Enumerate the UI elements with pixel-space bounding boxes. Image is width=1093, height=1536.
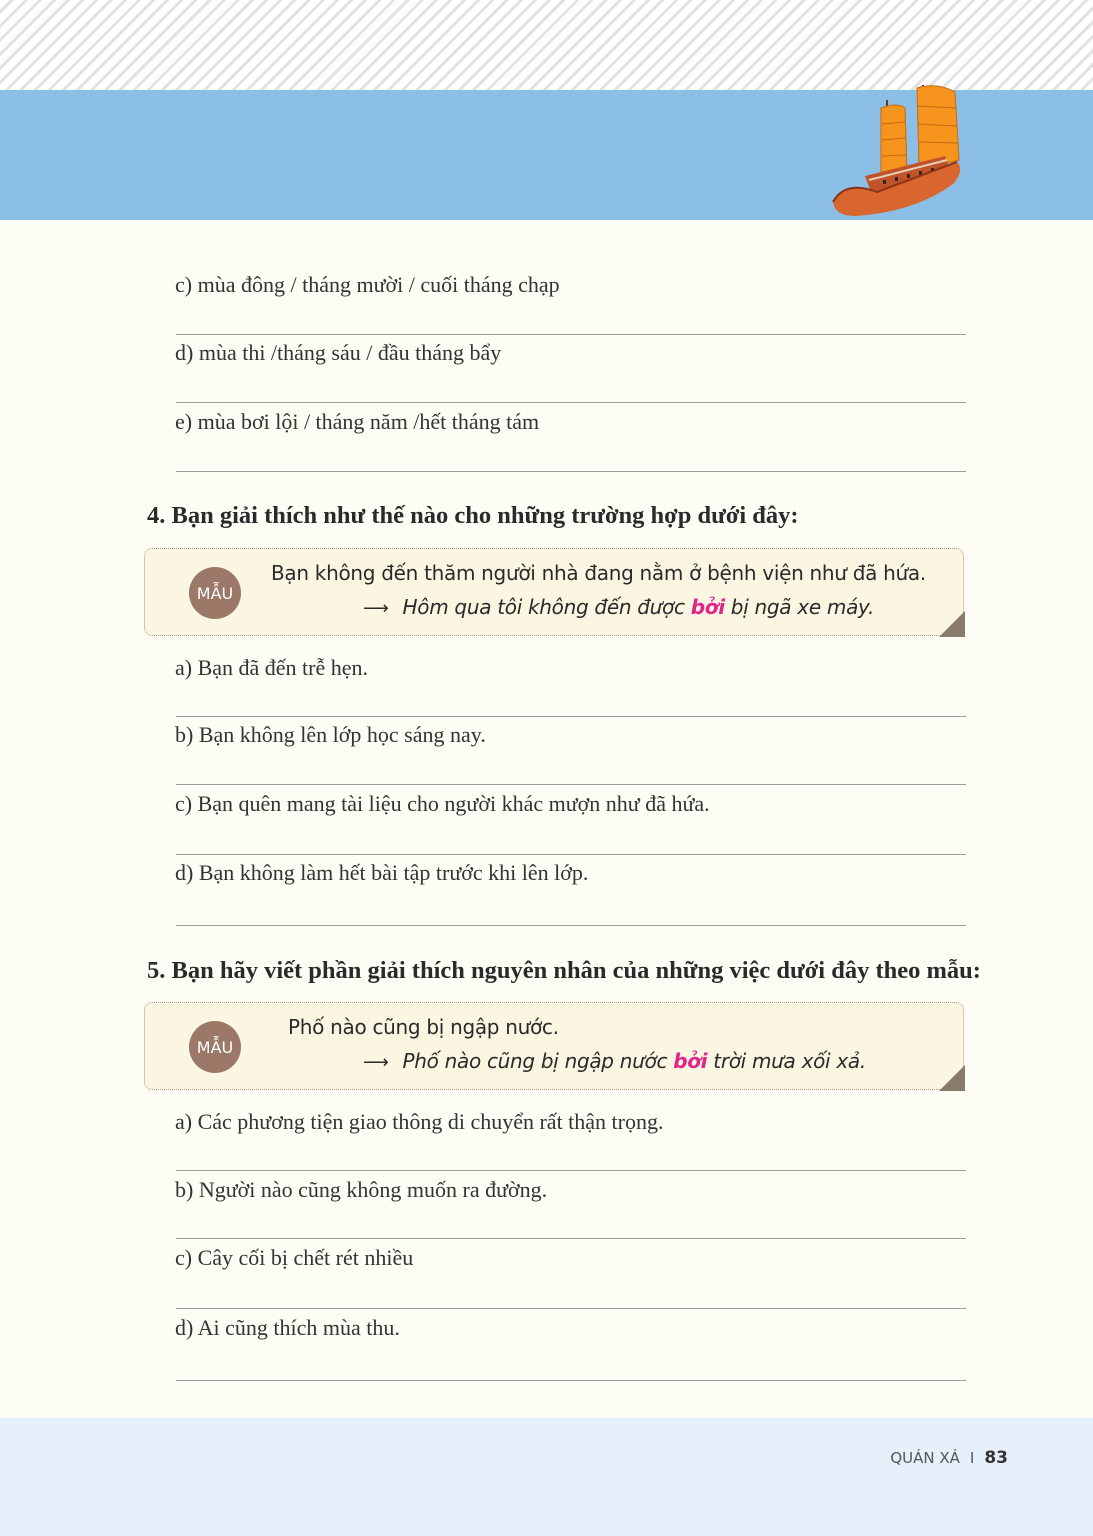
decorative-stripes xyxy=(0,0,1093,90)
footer-band xyxy=(0,1418,1093,1536)
question-title: 5. Bạn hãy viết phần giải thích nguyên nhân của những việc dưới đây theo mẫu: xyxy=(147,957,981,984)
list-item: d) Ai cũng thích mùa thu. xyxy=(175,1315,400,1340)
sample-badge: MẪU xyxy=(189,567,241,619)
sample-answer-after: bị ngã xe máy. xyxy=(724,595,875,619)
answer-line[interactable] xyxy=(176,925,966,926)
sample-prompt: Bạn không đến thăm người nhà đang nằm ở bệnh viện như đã hứa. xyxy=(271,561,926,585)
sample-badge: MẪU xyxy=(189,1021,241,1073)
list-item: a) Các phương tiện giao thông di chuyển rất thận trọng. xyxy=(175,1109,664,1134)
answer-line[interactable] xyxy=(176,784,966,785)
list-item: c) mùa đông / tháng mười / cuối tháng chạp xyxy=(175,272,560,297)
page-footer xyxy=(890,1448,1008,1468)
answer-line[interactable] xyxy=(176,1238,966,1239)
sample-answer-after: trời mưa xối xả. xyxy=(707,1049,866,1073)
sample-box xyxy=(144,1002,964,1090)
list-item: c) Bạn quên mang tài liệu cho người khác mượn như đã hứa. xyxy=(175,791,710,816)
page-number: 83 xyxy=(984,1448,1008,1468)
question-title: 4. Bạn giải thích như thế nào cho những trường hợp dưới đây: xyxy=(147,502,799,529)
answer-line[interactable] xyxy=(176,334,966,335)
sample-answer xyxy=(363,1049,866,1073)
answer-line[interactable] xyxy=(176,1380,966,1381)
footer-separator: I xyxy=(969,1449,975,1467)
sample-answer-before: Phố nào cũng bị ngập nước xyxy=(402,1049,674,1073)
junk-ship-illustration xyxy=(825,80,970,220)
page-fold-corner xyxy=(939,1065,965,1091)
list-item: a) Bạn đã đến trễ hẹn. xyxy=(175,655,369,680)
sample-prompt: Phố nào cũng bị ngập nước. xyxy=(288,1015,559,1039)
sample-keyword: bởi xyxy=(673,1049,708,1073)
list-item: e) mùa bơi lội / tháng năm /hết tháng tám xyxy=(175,409,540,434)
list-item: c) Cây cối bị chết rét nhiều xyxy=(175,1245,414,1270)
list-item: b) Người nào cũng không muốn ra đường. xyxy=(175,1177,548,1202)
answer-line[interactable] xyxy=(176,1170,966,1171)
page-fold-corner xyxy=(939,611,965,637)
list-item: d) mùa thi /tháng sáu / đầu tháng bẩy xyxy=(175,340,502,365)
list-item: b) Bạn không lên lớp học sáng nay. xyxy=(175,722,486,747)
sample-keyword: bởi xyxy=(690,595,725,619)
answer-line[interactable] xyxy=(176,1308,966,1309)
right-arrow-icon: ⟶ xyxy=(363,598,389,619)
sample-answer xyxy=(363,595,874,619)
answer-line[interactable] xyxy=(176,854,966,855)
answer-line[interactable] xyxy=(176,402,966,403)
sample-answer-before: Hôm qua tôi không đến được xyxy=(402,595,691,619)
right-arrow-icon: ⟶ xyxy=(363,1052,389,1073)
sample-box xyxy=(144,548,964,636)
answer-line[interactable] xyxy=(176,471,966,472)
answer-line[interactable] xyxy=(176,716,966,717)
chapter-name: QUÁN XÁ xyxy=(890,1449,960,1467)
list-item: d) Bạn không làm hết bài tập trước khi lên lớp. xyxy=(175,860,589,885)
